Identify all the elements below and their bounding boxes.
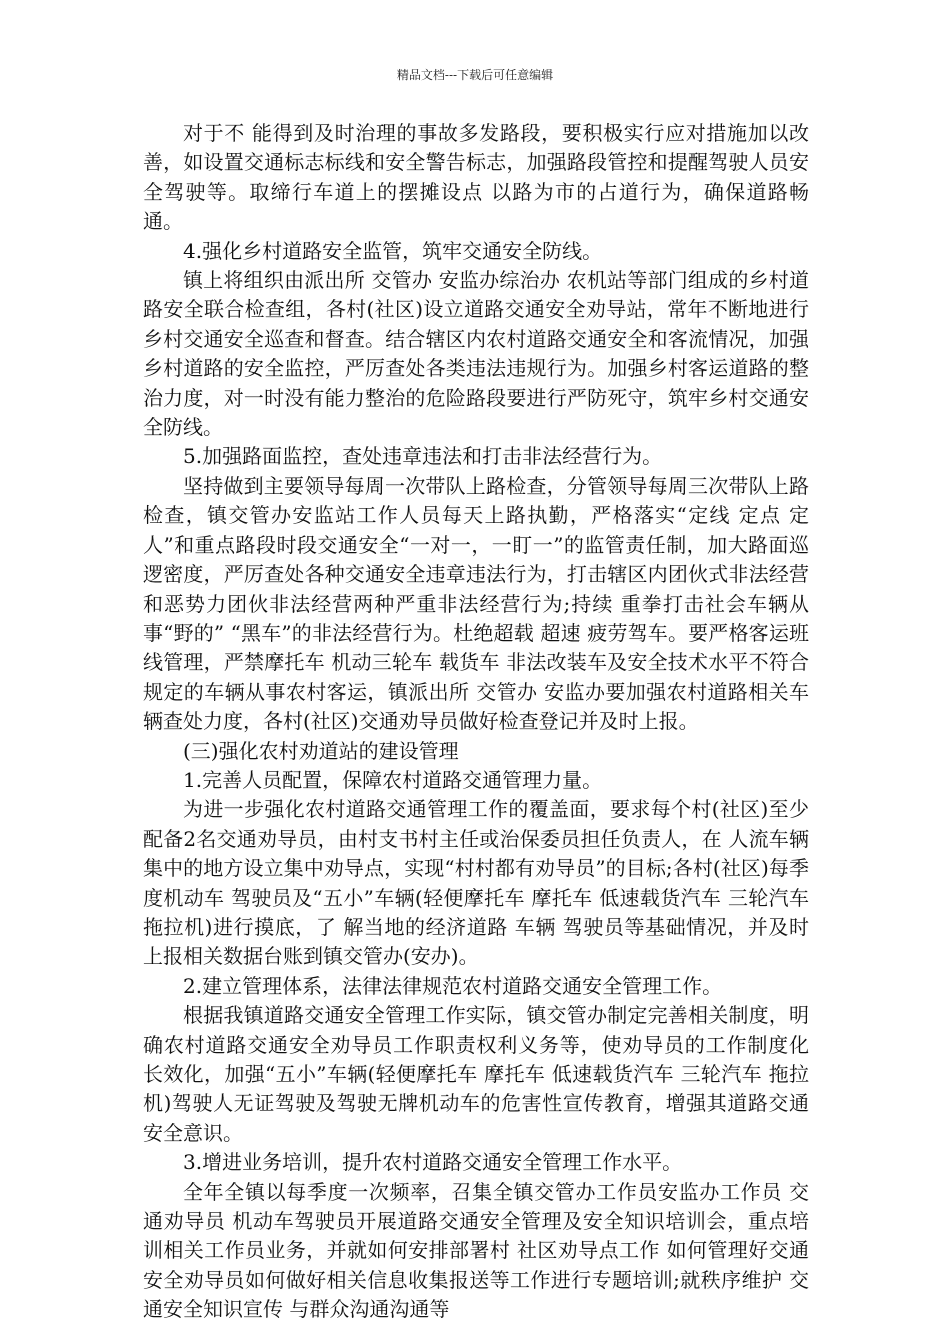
heading-rural-road-supervision: 4.强化乡村道路安全监管，筑牢交通安全防线。 xyxy=(183,238,603,263)
heading-road-monitoring: 5.加强路面监控，查处违章违法和打击非法经营行为。 xyxy=(183,444,663,469)
paragraph-management-system: 根据我镇道路交通安全管理工作实际，镇交管办制定完善相关制度，明确农村道路交通安全劝导员工作职责权利义务等，使劝导员的工作制度化 长效化，加强“五小”车辆(轻便摩托车 摩托车 低速载货汽车 三轮汽车 拖拉机)驾驶人无证驾驶及驾驶无牌机动车的危害性宣传教育，增强其道路交通安全意识。 xyxy=(143,1003,809,1145)
paragraph-joint-inspection-group: 镇上将组织由派出所 交管办 安监办综治办 农机站等部门组成的乡村道路安全联合检查组，各村(社区)设立道路交通安全劝导站，常年不断地进行乡村交通安全巡查和督查。结合辖区内农村道路交通安全和客流情况，加强乡村道路的安全监控，严厉查处各类违法违规行为。加强乡村客运道路的整治力度，对一时没有能力整治的危险路段要进行严防死守，筑牢乡村交通安全防线。 xyxy=(143,268,809,440)
paragraph-staffing-details: 为进一步强化农村道路交通管理工作的覆盖面，要求每个村(社区)至少配备2名交通劝导员，由村支书村主任或治保委员担任负责人，在 人流车辆集中的地方设立集中劝导点，实现“村村都有劝导员”的目标;各村(社区)每季度机动车 驾驶员及“五小”车辆(轻便摩托车 摩托车 低速载货汽车 三轮汽车 拖拉机)进行摸底，了 解当地的经济道路 车辆 驾驶员等基础情况，并及时上报相关数据台账到镇交管办(安办)。 xyxy=(143,797,809,969)
page-header: 精品文档---下载后可任意编辑 xyxy=(396,68,554,82)
heading-management-system: 2.建立管理体系，法律法律规范农村道路交通安全管理工作。 xyxy=(183,973,723,998)
paragraph-accident-road-sections: 对于不 能得到及时治理的事故多发路段，要积极实行应对措施加以改善，如设置交通标志标线和安全警告标志，加强路段管控和提醒驾驶人员安全驾驶等。取缔行车道上的摆摊设点 以路为市的占道行为，确保道路畅通。 xyxy=(143,121,809,234)
paragraph-training: 全年全镇以每季度一次频率，召集全镇交管办工作员安监办工作员 交通劝导员 机动车驾驶员开展道路交通安全管理及安全知识培训会，重点培训相关工作员业务，并就如何安排部署村 社区劝导点工作 如何管理好交通安全劝导员如何做好相关信息收集报送等工作进行专题培训;就秩序维护 交通安全知识宣传 与群众沟通沟通等 xyxy=(143,1179,809,1322)
paragraph-patrol-enforcement: 坚持做到主要领导每周一次带队上路检查，分管领导每周三次带队上路检查，镇交管办安监站工作人员每天上路执勤，严格落实“定线 定点 定人”和重点路段时段交通安全“一对一，一盯一”的监管责任制，加大路面巡逻密度，严厉查处各种交通安全违章违法行为，打击辖区内团伙式非法经营和恶势力团伙非法经营两种严重非法经营行为;持续 重拳打击社会车辆从事“野的” “黑车”的非法经营行为。杜绝超载 超速 疲劳驾车。要严格客运班线管理，严禁摩托车 机动三轮车 载货车 非法改装车及安全技术水平不符合规定的车辆从事农村客运，镇派出所 交管办 安监办要加强农村道路相关车辆查处力度，各村(社区)交通劝导员做好检查登记并及时上报。 xyxy=(143,473,809,734)
document-body xyxy=(143,119,809,1325)
heading-section-three: (三)强化农村劝道站的建设管理 xyxy=(183,738,459,763)
heading-training: 3.增进业务培训，提升农村道路交通安全管理工作水平。 xyxy=(183,1150,683,1175)
heading-staffing: 1.完善人员配置，保障农村道路交通管理力量。 xyxy=(183,767,603,792)
